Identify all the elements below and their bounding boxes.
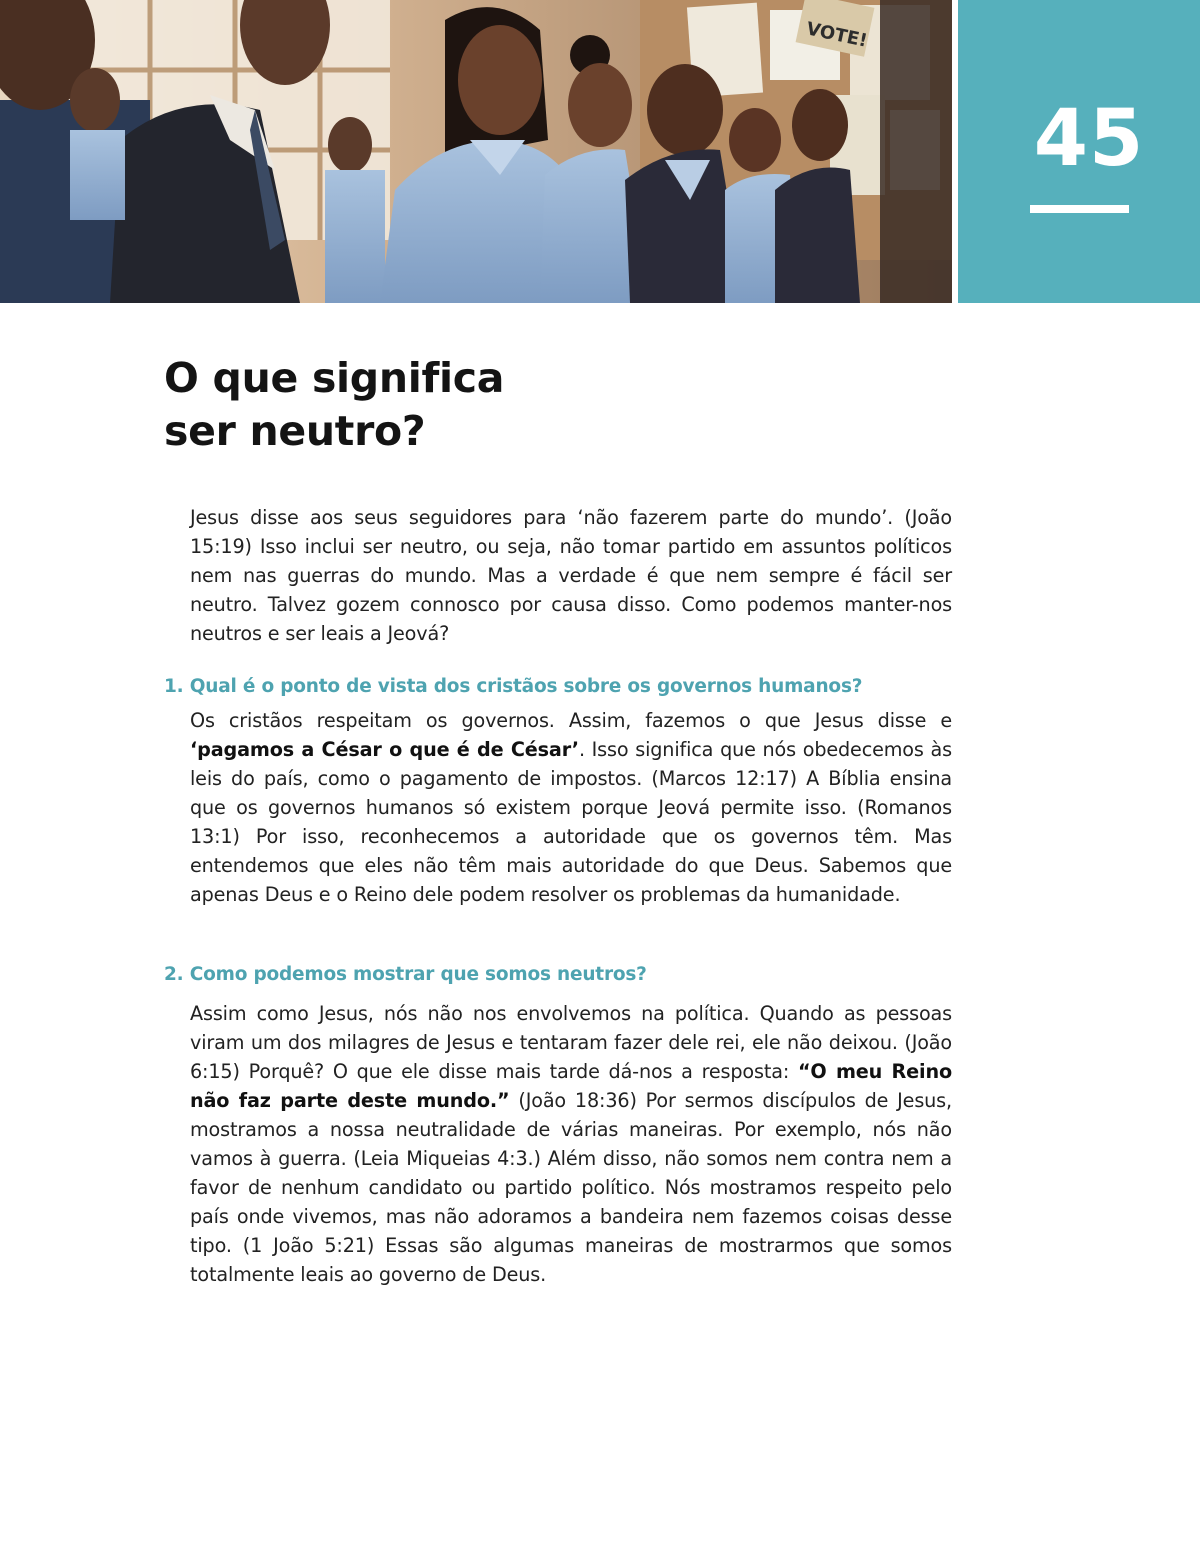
- answer-2-emphasis: “O meu Reino não faz parte deste mundo.”: [190, 1060, 952, 1112]
- answer-2-text-start: Assim como Jesus, nós não nos envolvemos na política. Quando as pessoas viram um dos milagres de Jesus e tentaram fazer dele rei, ele não deixou. (João 6:15) Porquê? O que ele disse mais tarde dá-nos a resposta:: [190, 1002, 952, 1083]
- answer-1-text-start: Os cristãos respeitam os governos. Assim, fazemos o que Jesus disse e: [190, 709, 952, 732]
- question-1: 1. Qual é o ponto de vista dos cristãos sobre os governos humanos?: [164, 676, 863, 697]
- lesson-number-underline: [1030, 205, 1129, 213]
- answer-1-emphasis: ‘pagamos a César o que é de César’: [190, 738, 579, 761]
- answer-2: [190, 999, 952, 1289]
- person-far-right: [880, 0, 952, 303]
- answer-1: [190, 706, 952, 909]
- answer-2-text-end: (João 18:36) Por sermos discípulos de Jesus, mostramos a nossa neutralidade de várias maneiras. Por exemplo, nós não vamos à guerra. (Leia Miqueias 4:3.) Além disso, não somos nem contra nem a favor de nenhum candidato ou partido político. Nós mostramos respeito pelo país onde vivemos, mas não adoramos a bandeira nem fazemos coisas desse tipo. (1 João 5:21) Essas são algumas maneiras de mostrarmos que somos totalmente leais ao governo de Deus.: [190, 1089, 952, 1286]
- lesson-number-panel: [958, 0, 1200, 303]
- hero-photo: [0, 0, 952, 303]
- intro-paragraph: Jesus disse aos seus seguidores para ‘não fazerem parte do mundo’. (João 15:19) Isso inclui ser neutro, ou seja, não tomar partido em assuntos políticos nem nas guerras do mundo. Mas a verdade é que nem sempre é fácil ser neutro. Talvez gozem connosco por causa disso. Como podemos manter-nos neutros e ser leais a Jeová?: [190, 506, 952, 645]
- students-illustration: [0, 0, 952, 303]
- page-title: [164, 352, 684, 458]
- page-title-line-2: ser neutro?: [164, 407, 426, 455]
- person-back-1: [70, 68, 125, 220]
- answer-1-text-end: . Isso significa que nós obedecemos às leis do país, como o pagamento de impostos. (Marcos 12:17) A Bíblia ensina que os governos humanos só existem porque Jeová permite isso. (Romanos 13:1) Por isso, reconhecemos a autoridade que os governos têm. Mas entendemos que eles não têm mais autoridade do que Deus. Sabemos que apenas Deus e o Reino dele podem resolver os problemas da humanidade.: [190, 738, 952, 906]
- lesson-number: 45: [1033, 94, 1145, 184]
- page-title-line-1: O que significa: [164, 354, 505, 402]
- vote-sign: VOTE!: [804, 18, 870, 52]
- question-2: 2. Como podemos mostrar que somos neutros?: [164, 964, 647, 985]
